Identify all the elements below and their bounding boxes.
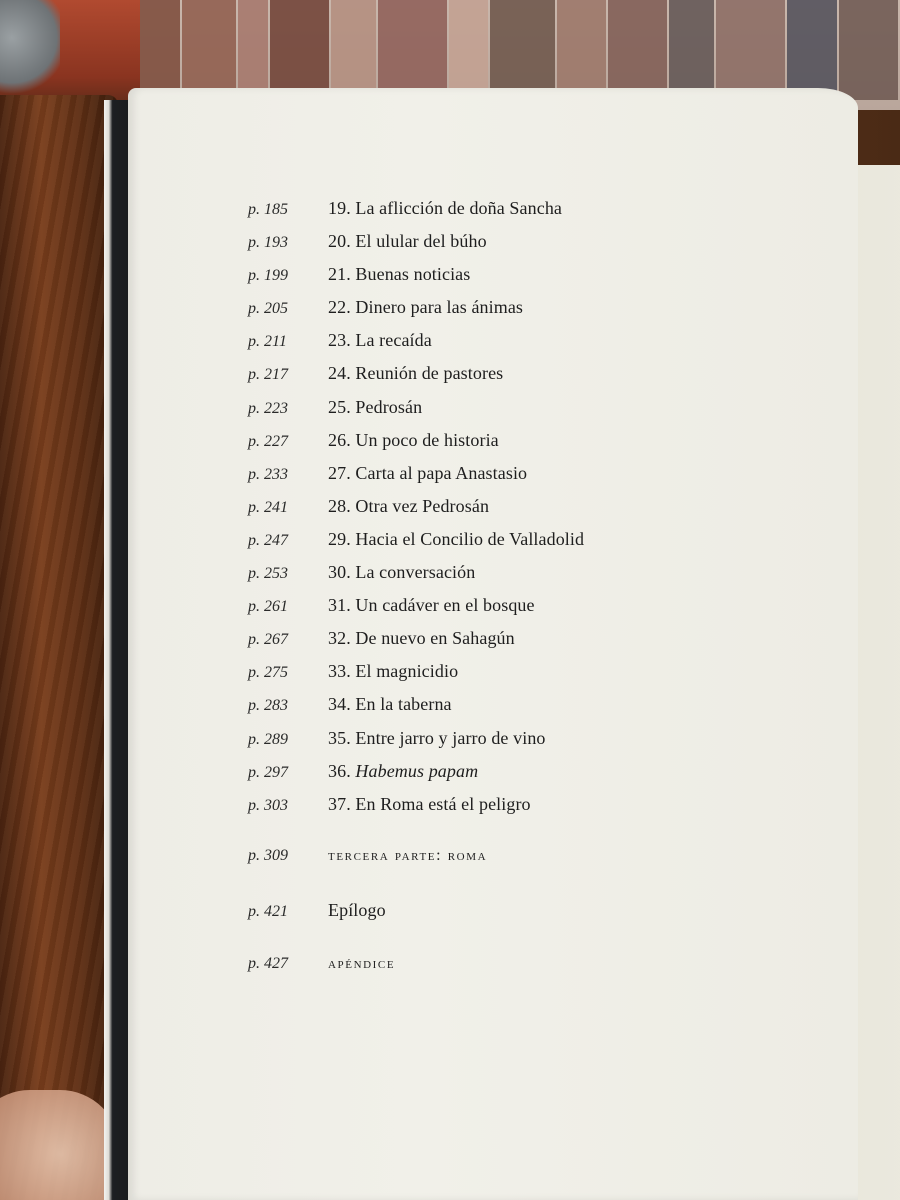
toc-entry <box>248 529 688 562</box>
toc-entry <box>248 661 688 694</box>
page-number: p. 297 <box>248 763 288 781</box>
chapter-title: 30. La conversación <box>328 562 476 583</box>
book-spine <box>270 0 329 100</box>
page-number: p. 227 <box>248 432 288 450</box>
shelf-books <box>140 0 900 100</box>
page-number: p. 289 <box>248 730 288 748</box>
book-spine <box>787 0 836 100</box>
chapter-title: 20. El ulular del búho <box>328 231 487 252</box>
toc-entry <box>248 330 688 363</box>
page-number: p. 223 <box>248 399 288 417</box>
toc-entry <box>248 562 688 595</box>
toc-entry <box>248 463 688 496</box>
toc-entry <box>248 728 688 761</box>
chapter-title: 25. Pedrosán <box>328 396 423 417</box>
page-number: p. 247 <box>248 531 288 549</box>
page-number: p. 303 <box>248 796 288 814</box>
chapter-title: 24. Reunión de pastores <box>328 363 504 384</box>
toc-epilogue-entry <box>248 900 688 933</box>
book-spine <box>331 0 376 100</box>
chapter-title: 29. Hacia el Concilio de Valladolid <box>328 528 585 549</box>
book-spine <box>490 0 554 100</box>
chapter-title: 33. El magnicidio <box>328 661 459 682</box>
page-number: p. 233 <box>248 465 288 483</box>
chapter-title: 37. En Roma está el peligro <box>328 793 531 814</box>
thumb <box>0 1090 120 1200</box>
page-number: p. 193 <box>248 234 288 252</box>
chapter-number: 36. <box>328 760 356 781</box>
book-spine <box>669 0 714 100</box>
book-spine <box>557 0 606 100</box>
page-number: p. 205 <box>248 300 288 318</box>
toc-entry <box>248 694 688 727</box>
page-number: p. 283 <box>248 697 288 715</box>
toc-entry <box>248 430 688 463</box>
toc-entry <box>248 397 688 430</box>
chapter-title-italic: Habemus papam <box>355 760 479 781</box>
page-number: p. 275 <box>248 664 288 682</box>
book-cover-edge <box>104 100 128 1200</box>
chapter-title: 22. Dinero para las ánimas <box>328 297 524 318</box>
part-title: tercera parte: roma <box>328 846 488 864</box>
page-number: p. 217 <box>248 366 288 384</box>
chapter-title: 31. Un cadáver en el bosque <box>328 595 535 616</box>
toc-entry <box>248 363 688 396</box>
page-number: p. 427 <box>248 954 288 972</box>
book-spine <box>140 0 180 100</box>
chapter-title: 19. La aflicción de doña Sancha <box>328 198 563 218</box>
chapter-title: 27. Carta al papa Anastasio <box>328 462 528 483</box>
page-number: p. 253 <box>248 565 288 583</box>
book-spine <box>378 0 447 100</box>
book-spine <box>716 0 785 100</box>
chapter-title: 26. Un poco de historia <box>328 429 499 450</box>
page-number: p. 211 <box>248 333 287 351</box>
page-number: p. 421 <box>248 902 288 920</box>
page-number: p. 185 <box>248 201 288 218</box>
toc-entry <box>248 595 688 628</box>
toc-appendix-entry <box>248 955 688 988</box>
toc-entry <box>248 761 688 794</box>
page-number: p. 199 <box>248 267 288 285</box>
chapter-title: 34. En la taberna <box>328 694 452 715</box>
toc-part-entry <box>248 847 688 880</box>
book-spine <box>839 0 898 100</box>
chapter-title: 23. La recaída <box>328 330 432 351</box>
toc-entry <box>248 198 688 231</box>
book-spine <box>608 0 667 100</box>
chapter-title: 21. Buenas noticias <box>328 264 471 285</box>
toc-entry <box>248 628 688 661</box>
page-number: p. 261 <box>248 598 288 616</box>
table-of-contents <box>248 198 688 988</box>
chapter-title: 35. Entre jarro y jarro de vino <box>328 727 546 748</box>
toc-entry <box>248 794 688 827</box>
page-number: p. 267 <box>248 631 288 649</box>
page-number: p. 309 <box>248 846 288 864</box>
chapter-title: 28. Otra vez Pedrosán <box>328 495 490 516</box>
book-spine <box>182 0 236 100</box>
toc-entry <box>248 496 688 529</box>
wooden-book-stand <box>0 95 118 1200</box>
toc-entry <box>248 297 688 330</box>
chapter-title <box>328 761 478 782</box>
page-number: p. 241 <box>248 498 288 516</box>
gray-object <box>0 0 60 95</box>
toc-entry <box>248 231 688 264</box>
chapter-title: 32. De nuevo en Sahagún <box>328 628 515 649</box>
toc-entry <box>248 264 688 297</box>
book-spine <box>449 0 489 100</box>
epilogue-title: Epílogo <box>328 899 386 920</box>
appendix-title: apéndice <box>328 954 396 972</box>
book-spine <box>238 0 268 100</box>
